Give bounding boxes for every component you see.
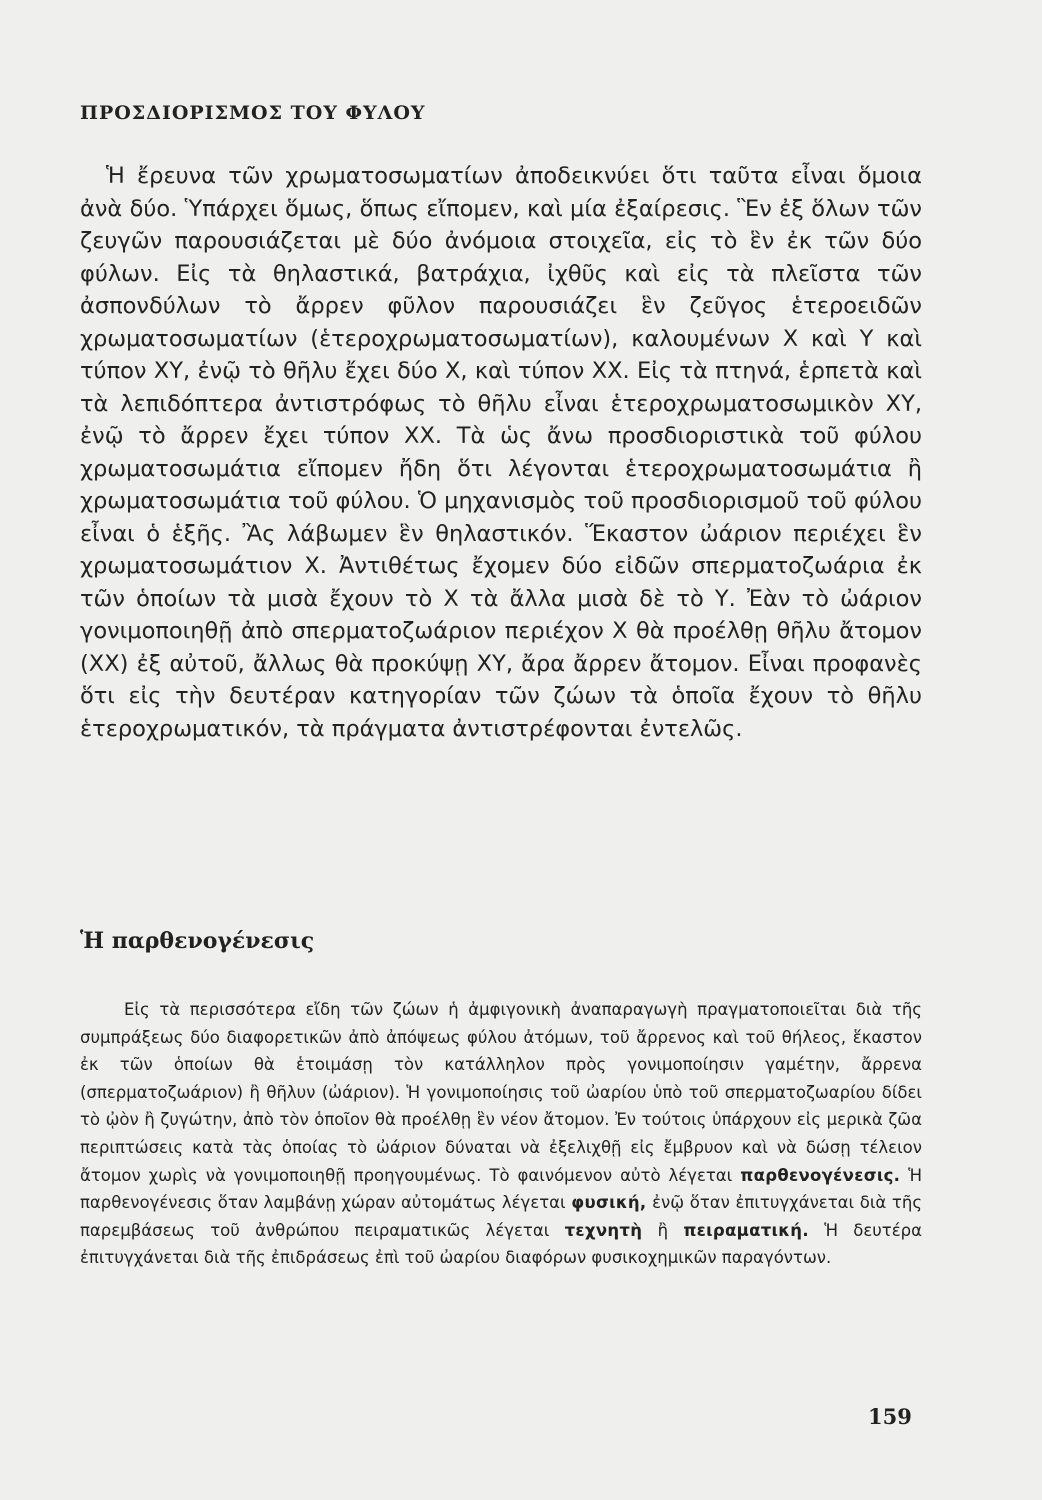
- text-run: ἢ: [657, 1220, 669, 1240]
- paragraph-sex-determination: Ἡ ἔρευνα τῶν χρωματοσωματίων ἀποδεικνύει ὅτι ταῦτα εἶναι ὅμοια ἀνὰ δύο. Ὑπάρχει ὅμως, ὅπως εἴπομεν, καὶ μία ἐξαίρεσις. Ἓν ἐξ ὅλων τῶν ζευγῶν παρουσιάζεται μὲ δύο ἀνόμοια στοιχεῖα, εἰς τὸ ἓν ἐκ τῶν δύο φύλων. Εἰς τὰ θηλαστικά, βατράχια, ἰχθῦς καὶ εἰς τὰ πλεῖστα τῶν ἀσπονδύλων τὸ ἄρρεν φῦλον παρουσιάζει ἓν ζεῦγος ἑτεροειδῶν χρωματοσωματίων (ἑτεροχρωματοσωματίων), καλουμένων Χ καὶ Υ καὶ τύπον ΧΥ, ἐνῷ τὸ θῆλυ ἔχει δύο Χ, καὶ τύπον ΧΧ. Εἰς τὰ πτηνά, ἑρπετὰ καὶ τὰ λεπιδόπτερα ἀντιστρόφως τὸ θῆλυ εἶναι ἑτεροχρωματοσωμικὸν ΧΥ, ἐνῷ τὸ ἄρρεν ἔχει τύπον ΧΧ. Τὰ ὡς ἄνω προσδιοριστικὰ τοῦ φύλου χρωματοσωμάτια εἴπομεν ἤδη ὅτι λέγονται ἑτεροχρωματοσωμάτια ἢ χρωματοσωμάτια τοῦ φύλου. Ὁ μηχανισμὸς τοῦ προσδιορισμοῦ τοῦ φύλου εἶναι ὁ ἑξῆς. Ἂς λάβωμεν ἓν θηλαστικόν. Ἕκαστον ὠάριον περιέχει ἓν χρωματοσωμάτιον Χ. Ἀντιθέτως ἔχομεν δύο εἰδῶν σπερματοζωάρια ἐκ τῶν ὁποίων τὰ μισὰ ἔχουν τὸ Χ τὰ ἄλλα μισὰ δὲ τὸ Υ. Ἐὰν τὸ ὠάριον γονιμοποιηθῇ ἀπὸ σπερματοζωάριον περιέχον Χ θὰ προέλθῃ θῆλυ ἄτομον (ΧΧ) ἐξ αὐτοῦ, ἄλλως θὰ προκύψῃ ΧΥ, ἄρα ἄρρεν ἄτομον. Εἶναι προφανὲς ὅτι εἰς τὴν δευτέραν κατηγορίαν τῶν ζώων τὰ ὁποῖα ἔχουν τὸ θῆλυ ἑτεροχρωματικόν, τὰ πράγματα ἀντιστρέφονται ἐντελῶς.: [80, 163, 922, 742]
- term-artificial: τεχνητὴ: [564, 1220, 643, 1240]
- term-experimental: πειραματική.: [683, 1220, 809, 1240]
- paragraph-parthenogenesis: [80, 996, 922, 1272]
- text-run: ἐνῷ ὅταν ἐπιτυγχάνεται διὰ τῆς παρεμβάσεως τοῦ ἀνθρώπου πειραματικῶς λέγεται: [80, 1193, 923, 1240]
- text-run: Ἡ παρθενογένεσις ὅταν λαμβάνῃ χώραν αὐτομάτως λέγεται: [80, 1165, 923, 1213]
- text-run: Εἰς τὰ περισσότερα εἴδη τῶν ζώων ἡ ἀμφιγονικὴ ἀναπαραγωγὴ πραγματοποιεῖται διὰ τῆς συμπράξεως δύο διαφορετικῶν ἀπὸ ἀπόψεως φύλου ἀτόμων, τοῦ ἄρρενος καὶ τοῦ θήλεος, ἕκαστον ἐκ τῶν ὁποίων θὰ ἑτοιμάσῃ τὸν κατάλληλον πρὸς γονιμοποίησιν γαμέτην, ἄρρενα (σπερματοζωάριον) ἢ θῆλυν (ὠάριον). Ἡ γονιμοποίησις τοῦ ὠαρίου ὑπὸ τοῦ σπερματοζωαρίου δίδει τὸ ᾠὸν ἢ ζυγώτην, ἀπὸ τὸν ὁποῖον θὰ προέλθῃ ἓν νέον ἄτομον. Ἐν τούτοις ὑπάρχουν εἰς μερικὰ ζῶα περιπτώσεις κατὰ τὰς ὁποίας τὸ ὠάριον δύναται νὰ ἐξελιχθῇ εἰς ἔμβρυον καὶ νὰ δώσῃ τέλειον ἄτομον χωρὶς νὰ γονιμοποιηθῇ προηγουμένως. Τὸ φαινόμενον αὐτὸ λέγεται: [80, 1000, 922, 1185]
- page-number: 159: [868, 1404, 912, 1429]
- section-heading-parthenogenesis: Ἡ παρθενογένεσις: [80, 928, 315, 954]
- section-heading-sex-determination: ΠΡΟΣΔΙΟΡΙΣΜΟΣ ΤΟΥ ΦΥΛΟΥ: [80, 102, 426, 124]
- term-natural: φυσική,: [571, 1193, 647, 1213]
- term-parthenogenesis: παρθενογένεσις.: [740, 1165, 901, 1185]
- text-run: Ἡ δευτέρα ἐπιτυγχάνεται διὰ τῆς ἐπιδράσεως ἐπὶ τοῦ ὠαρίου διαφόρων φυσικοχημικῶν παραγόντων.: [80, 1220, 922, 1268]
